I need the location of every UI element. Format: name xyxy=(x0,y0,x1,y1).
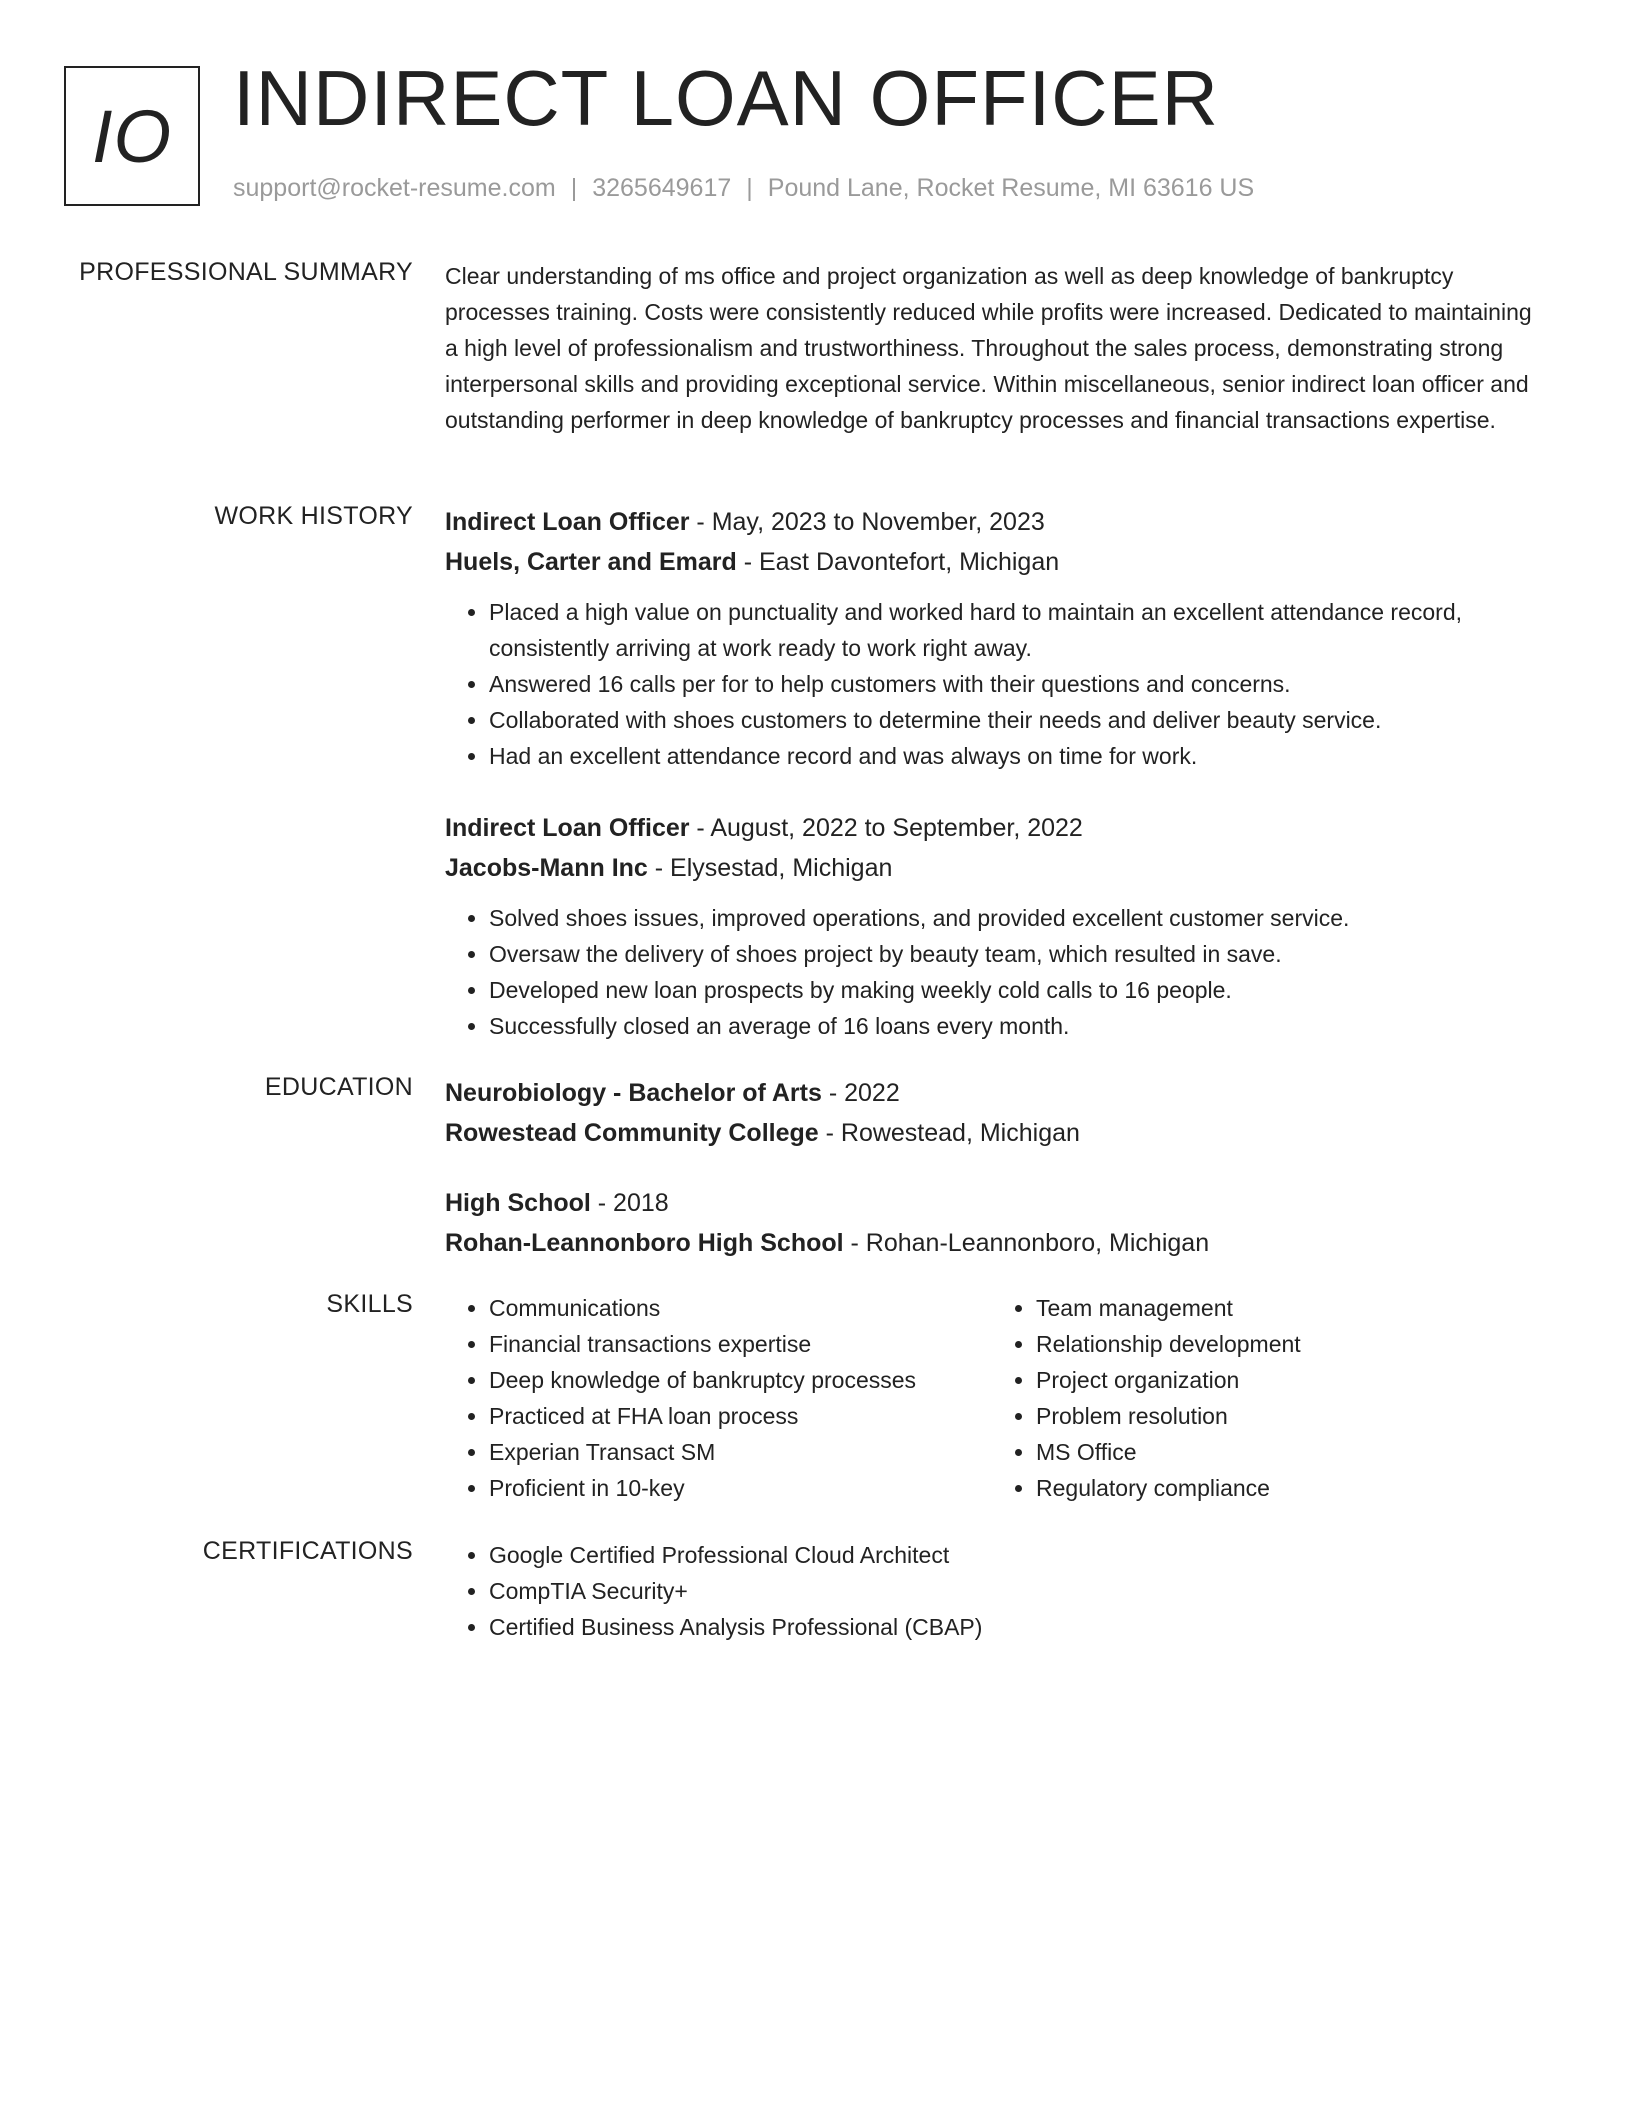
job-location: - Elysestad, Michigan xyxy=(647,854,893,882)
list-item: • Oversaw the delivery of shoes project by beauty team, which resulted in save. xyxy=(489,936,1545,972)
education-school: Rowestead Community College xyxy=(445,1119,819,1147)
list-item: • Successfully closed an average of 16 loans every month. xyxy=(489,1008,1545,1044)
section-title: CERTIFICATIONS xyxy=(202,1537,413,1565)
job-company-line xyxy=(445,542,1545,582)
education-entry xyxy=(445,1073,1545,1153)
list-item: • Placed a high value on punctuality and worked hard to maintain an excellent attendance record, consistently arriving at work ready to work right away. xyxy=(489,594,1545,666)
section-title: WORK HISTORY xyxy=(214,502,413,530)
list-item: • Problem resolution xyxy=(1036,1398,1539,1434)
contact-phone: 3265649617 xyxy=(592,174,732,202)
education-school-line xyxy=(445,1113,1545,1153)
contact-email: support@rocket-resume.com xyxy=(233,174,556,202)
section-body xyxy=(445,1537,1545,1645)
list-item: • Had an excellent attendance record and was always on time for work. xyxy=(489,738,1545,774)
list-item: • Financial transactions expertise xyxy=(489,1326,992,1362)
job-bullets xyxy=(445,900,1545,1044)
list-item: • Google Certified Professional Cloud Architect xyxy=(489,1537,1545,1573)
job-role: Indirect Loan Officer xyxy=(445,814,690,842)
skills-column-right xyxy=(992,1290,1539,1506)
education-location: - Rowestead, Michigan xyxy=(818,1119,1080,1147)
education-location: - Rohan-Leannonboro, Michigan xyxy=(843,1229,1210,1257)
list-item: • Developed new loan prospects by making weekly cold calls to 16 people. xyxy=(489,972,1545,1008)
job-dates: - August, 2022 to September, 2022 xyxy=(689,814,1083,842)
list-item: • Project organization xyxy=(1036,1362,1539,1398)
job-dates: - May, 2023 to November, 2023 xyxy=(689,508,1045,536)
section-title: PROFESSIONAL SUMMARY xyxy=(79,258,413,286)
list-item: • Relationship development xyxy=(1036,1326,1539,1362)
section-title: SKILLS xyxy=(326,1290,413,1318)
education-school-line xyxy=(445,1223,1545,1263)
list-item: • Practiced at FHA loan process xyxy=(489,1398,992,1434)
education-degree: Neurobiology - Bachelor of Arts xyxy=(445,1079,822,1107)
list-item: • Deep knowledge of bankruptcy processes xyxy=(489,1362,992,1398)
list-item: • Communications xyxy=(489,1290,992,1326)
contact-separator: | xyxy=(570,174,578,202)
skills-grid xyxy=(445,1290,1545,1506)
contact-separator: | xyxy=(746,174,753,202)
job-role-line xyxy=(445,502,1545,542)
job-entry xyxy=(445,808,1545,1044)
job-company: Huels, Carter and Emard xyxy=(445,548,737,576)
list-item: • CompTIA Security+ xyxy=(489,1573,1545,1609)
section-body xyxy=(445,1073,1545,1293)
contact-line xyxy=(233,174,1254,203)
monogram-badge: IO xyxy=(64,66,200,206)
job-entry xyxy=(445,502,1545,774)
summary-text: Clear understanding of ms office and project organization as well as deep knowledge of bankruptcy processes training. Costs were consistently reduced while profits were increased. Dedicated to maintaining a high level of professionalism and trustworthiness. Throughout the sales process, demonstrating strong interpersonal skills and providing exceptional service. Within miscellaneous, senior indirect loan officer and outstanding performer in deep knowledge of bankruptcy processes and financial transactions expertise. xyxy=(445,263,1532,433)
list-item: • Answered 16 calls per for to help customers with their questions and concerns. xyxy=(489,666,1545,702)
list-item: • Proficient in 10-key xyxy=(489,1470,992,1506)
education-year: - 2018 xyxy=(590,1189,669,1217)
candidate-title: INDIRECT LOAN OFFICER xyxy=(233,54,1219,142)
job-location: - East Davontefort, Michigan xyxy=(736,548,1060,576)
skills-column-left xyxy=(445,1290,992,1506)
list-item: • Collaborated with shoes customers to determine their needs and deliver beauty service. xyxy=(489,702,1545,738)
education-year: - 2022 xyxy=(821,1079,900,1107)
education-degree-line xyxy=(445,1183,1545,1223)
certifications-list xyxy=(445,1537,1545,1645)
job-role-line xyxy=(445,808,1545,848)
education-degree-line xyxy=(445,1073,1545,1113)
education-entry xyxy=(445,1183,1545,1263)
list-item: • Certified Business Analysis Professional (CBAP) xyxy=(489,1609,1545,1645)
section-body xyxy=(445,502,1545,1078)
section-body xyxy=(445,1290,1545,1506)
education-school: Rohan-Leannonboro High School xyxy=(445,1229,844,1257)
list-item: • Solved shoes issues, improved operations, and provided excellent customer service. xyxy=(489,900,1545,936)
list-item: • Team management xyxy=(1036,1290,1539,1326)
contact-address: Pound Lane, Rocket Resume, MI 63616 US xyxy=(767,174,1255,202)
list-item: • MS Office xyxy=(1036,1434,1539,1470)
job-company: Jacobs-Mann Inc xyxy=(445,854,648,882)
job-company-line xyxy=(445,848,1545,888)
job-bullets xyxy=(445,594,1545,774)
list-item: • Regulatory compliance xyxy=(1036,1470,1539,1506)
section-title: EDUCATION xyxy=(264,1073,413,1101)
education-degree: High School xyxy=(445,1189,591,1217)
section-body xyxy=(445,258,1545,438)
list-item: • Experian Transact SM xyxy=(489,1434,992,1470)
job-role: Indirect Loan Officer xyxy=(445,508,690,536)
